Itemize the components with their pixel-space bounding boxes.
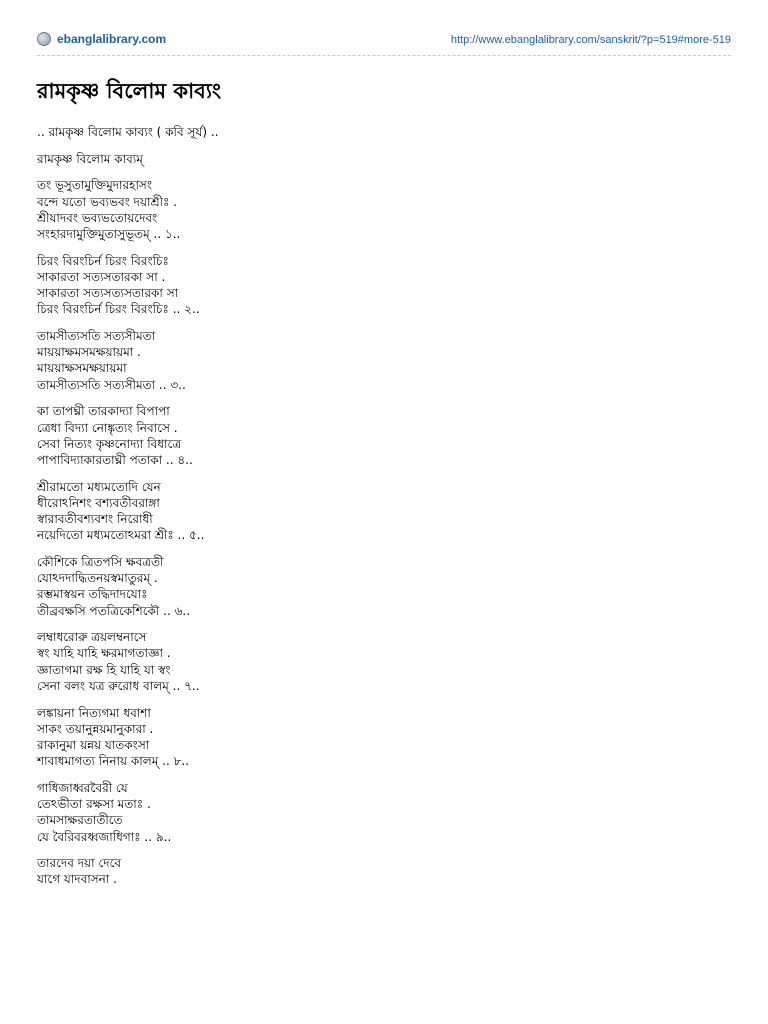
verse-line: ত্রেধা বিদ্যা নোঙ্কৃত্যং নিবাসে . xyxy=(37,420,178,435)
verse-line: নয়েদিতো মধ্যমতোঽমরা শ্রীঃ .. ৫.. xyxy=(37,528,205,543)
page-header xyxy=(37,32,731,52)
verse-line: সাকারতা সত্যসতারকা সা . xyxy=(37,269,166,284)
verse-line: গাধিজাধ্বরবৈরী যে xyxy=(37,780,128,795)
verse-paragraph xyxy=(37,328,727,393)
verse-paragraph xyxy=(37,705,727,770)
page-title: রামকৃষ্ণ বিলোম কাব্যং xyxy=(37,79,221,103)
verse-line: সংহারদামুক্তিমুতাসুভূতম্ .. ১.. xyxy=(37,227,181,242)
verse-line: সাকারতা সত্যসত্যসতারকা সা xyxy=(37,286,179,301)
verse-line: চিরং বিরংচির্ন চিরং বিরংচিঃ .. ২.. xyxy=(37,302,200,317)
verse-line: সাকং তয়ানুন্নয়মানুকারা . xyxy=(37,721,154,736)
verse-paragraph xyxy=(37,554,727,619)
verse-line: যোঽদদাদ্ধিতনয়স্বমাতুরম্ . xyxy=(37,571,158,586)
verse-line: চিরং বিরংচির্ন চিরং বিরংচিঃ xyxy=(37,253,169,268)
verse-paragraph xyxy=(37,151,727,167)
verse-line: তীব্রবক্ষসি পতত্রিকেশিকৌ .. ৬.. xyxy=(37,603,191,618)
verse-line: জ্ঞাতাগমা রক্ষ হি যাহি যা স্বং xyxy=(37,662,171,677)
verse-line: শাবাধমাগত্য নিনায় কালম্ .. ৮.. xyxy=(37,754,190,769)
verse-line: তামসীত্যসতি সত্যসীমতা .. ৩.. xyxy=(37,377,186,392)
verse-paragraph xyxy=(37,403,727,468)
verse-paragraph xyxy=(37,629,727,694)
header-divider xyxy=(37,55,731,56)
site-name: ebanglalibrary.com xyxy=(57,32,167,46)
verse-line: মায়য়াক্ষমসমক্ষয়ায়মা . xyxy=(37,345,141,360)
verse-paragraph xyxy=(37,855,727,887)
verse-line: রাকানুমা য়ন্নয় যাতকংসা xyxy=(37,738,150,752)
verse-line: ধীরোঽনিশং বশ্যবতীবরাঙ্গা xyxy=(37,495,160,510)
verse-line: শ্রীযাদবং ভব্যভতোয়দেবং xyxy=(37,210,158,225)
site-link[interactable] xyxy=(37,32,166,46)
verse-line: বন্দে যতো ভব্যভবং দয়াশ্রীঃ . xyxy=(37,194,178,209)
verse-paragraph xyxy=(37,780,727,845)
verse-paragraph xyxy=(37,253,727,318)
verse-line: লঙ্কায়না নিত্যগমা ধবাশা xyxy=(37,705,151,720)
verse-line: লম্বাধরোরু ত্রয়লম্বনাসে xyxy=(37,630,147,645)
verse-line: স্বারাবতীবশ্যবশং নিরোধী xyxy=(37,512,153,527)
verse-paragraph xyxy=(37,479,727,544)
verse-paragraph xyxy=(37,124,727,140)
verse-line: যাগে যাদবাসনা . xyxy=(37,872,117,887)
verse-line: তং ভূসুতামুক্তিমুদারহাসং xyxy=(37,178,153,193)
globe-icon xyxy=(37,32,51,46)
document-body xyxy=(37,124,727,898)
verse-line: যে বৈরিবরধ্বজাধিগাঃ .. ৯.. xyxy=(37,829,172,844)
verse-line: সেনা বলং যত্র রুরোধ বালম্ .. ৭.. xyxy=(37,678,200,693)
verse-line: শ্রীরামতো মধ্যমতোদি যেন xyxy=(37,479,161,494)
verse-line: রামকৃষ্ণ বিলোম কাব্যম্ xyxy=(37,151,143,166)
verse-line: তারদেব দয়া দেবে xyxy=(37,856,122,871)
verse-line: তামসীত্যসতি সত্যসীমতা xyxy=(37,329,156,344)
verse-line: কা তাপঘ্নী তারকাদ্যা বিপাপা xyxy=(37,404,170,419)
verse-line: কৌশিকে ত্রিতপসি ক্ষবত্রতী xyxy=(37,554,164,569)
verse-line: .. রামকৃষ্ণ বিলোম কাব্যং ( কবি সূর্য) .. xyxy=(37,125,219,139)
verse-line: পাপাবিদ্যাকারতাঘ্নী পতাকা .. ৪.. xyxy=(37,452,193,467)
verse-line: মায়য়াক্ষসমক্ষয়ায়মা xyxy=(37,361,127,376)
verse-line: রম্ভমাস্বয়ন তদ্ধিদাদযোঃ xyxy=(37,587,148,602)
verse-paragraph xyxy=(37,177,727,242)
verse-line: তামসাক্ষরতাতীতে xyxy=(37,813,123,828)
source-url-link[interactable]: http://www.ebanglalibrary.com/sanskrit/?p=519#more-519 xyxy=(450,34,731,46)
verse-line: স্বং যাহি যাহি ক্ষরমাগতাজ্ঞা . xyxy=(37,646,171,661)
verse-line: সেবা নিত্যং কৃষ্ণনোদ্যা বিধাত্রে xyxy=(37,436,182,451)
verse-line: তেঽভীতা রক্ষসা মতাঃ . xyxy=(37,797,151,812)
